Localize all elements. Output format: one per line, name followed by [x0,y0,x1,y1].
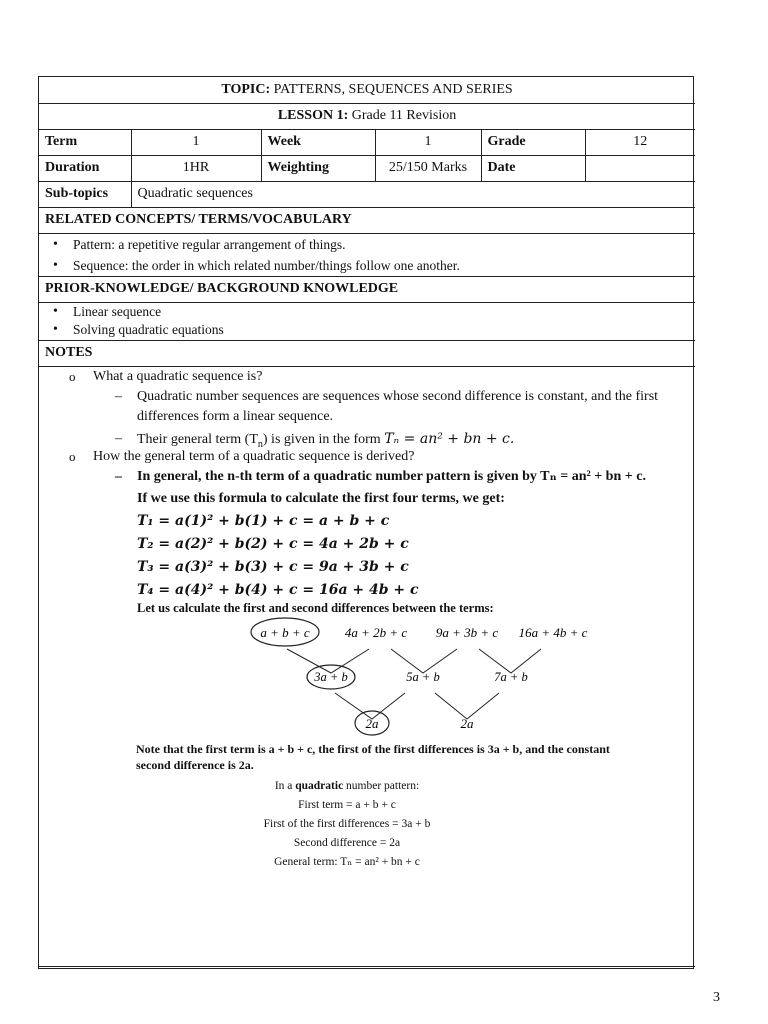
lesson-header-table [39,77,695,967]
sequence-term: a + b + c [260,624,310,640]
related-items [39,233,695,276]
summary-first-difference: First of the first differences = 3a + b [263,817,431,830]
lesson-value: Grade 11 Revision [351,108,457,123]
dash-bullet-icon: – [115,388,122,404]
term-value: 1 [131,129,261,155]
first-difference: 5a + b [406,669,440,684]
notes-heading: NOTES [39,340,695,366]
date-value [585,155,695,181]
prior-items [39,302,695,340]
related-item: • Pattern: a repetitive regular arrangement of things. [73,234,689,255]
summary-general-term: General term: Tₙ = an² + bn + c [274,855,420,868]
topic-label: TOPIC: [221,81,271,97]
grade-label: Grade [481,129,585,155]
note-line-2: second difference is 2a. [136,757,254,772]
note-line-1: Note that the first term is a + b + c, the first of the first differences is 3a + b, and the constant [136,741,610,756]
notes-body [39,366,695,966]
dash-bullet-icon: – [115,430,122,446]
subtopics-value: Quadratic sequences [131,181,695,207]
grade-value: 12 [585,129,695,155]
duration-label: Duration [39,155,131,181]
circle-bullet-icon: o [69,368,76,384]
sequence-term: 9a + 3b + c [435,624,499,640]
question-2-text: How the general term of a quadratic sequence is derived? [93,448,415,464]
topic-value: PATTERNS, SEQUENCES AND SERIES [273,81,513,97]
differences-intro: Let us calculate the first and second differences between the terms: [137,600,494,615]
prior-item: • Linear sequence [73,303,689,321]
topic-row [39,77,695,103]
related-item: • Sequence: the order in which related number/things follow one another. [73,255,689,276]
summary-title [39,777,655,796]
term-4-derivation: T₄ = a(4)² + b(4) + c = 16a + 4b + c [137,581,419,598]
weighting-value: 25/150 Marks [375,155,481,181]
second-difference: 2a [365,715,379,731]
general-intro-text: In general, the n-th term of a quadratic number pattern is given by Tₙ = an² + bn + c. [137,468,646,484]
lesson-plan-frame [38,76,694,969]
q1-detail-1-text: Quadratic number sequences are sequences whose second difference is constant, and the first differences form a linear sequence. [137,388,659,424]
summary-box [39,777,655,872]
sequence-term: 16a + 4b + c [518,624,588,640]
circle-bullet-icon: o [69,448,76,464]
week-value: 1 [375,129,481,155]
subtopics-label: Sub-topics [39,181,131,207]
term-label: Term [39,129,131,155]
second-difference: 2a [460,715,474,731]
differences-diagram [39,367,693,966]
summary-first-term: First term = a + b + c [298,798,396,811]
first-difference: 7a + b [494,669,528,684]
prior-item: • Solving quadratic equations [73,321,689,339]
date-label: Date [481,155,585,181]
sequence-term: 4a + 2b + c [344,624,408,640]
q1-detail-2-mid: ) is given in the form [262,431,385,447]
lesson-label: LESSON 1: [277,108,349,123]
lesson-row [39,103,695,129]
general-term-formula: Tₙ = an² + bn + c. [384,430,515,447]
summary-title-bold: quadratic [295,779,344,792]
term-1-derivation: T₁ = a(1)² + b(1) + c = a + b + c [137,512,390,529]
weighting-label: Weighting [261,155,375,181]
page-number: 3 [713,990,720,1005]
term-3-derivation: T₃ = a(3)² + b(3) + c = 9a + 3b + c [137,558,409,575]
week-label: Week [261,129,375,155]
first-four-intro: If we use this formula to calculate the first four terms, we get: [137,490,505,506]
duration-value: 1HR [131,155,261,181]
question-1-text: What a quadratic sequence is? [93,368,263,384]
term-2-derivation: T₂ = a(2)² + b(2) + c = 4a + 2b + c [137,535,409,552]
dash-bullet-icon: – [115,468,122,484]
summary-title-post: number pattern: [343,779,420,792]
summary-title-pre: In a [274,779,296,792]
first-difference: 3a + b [314,669,348,684]
prior-heading: PRIOR-KNOWLEDGE/ BACKGROUND KNOWLEDGE [39,276,695,302]
related-heading: RELATED CONCEPTS/ TERMS/VOCABULARY [39,207,695,233]
q1-detail-2-prefix: Their general term (T [137,431,258,447]
summary-second-difference: Second difference = 2a [293,836,401,849]
q1-detail-2-sub: n [257,438,263,450]
